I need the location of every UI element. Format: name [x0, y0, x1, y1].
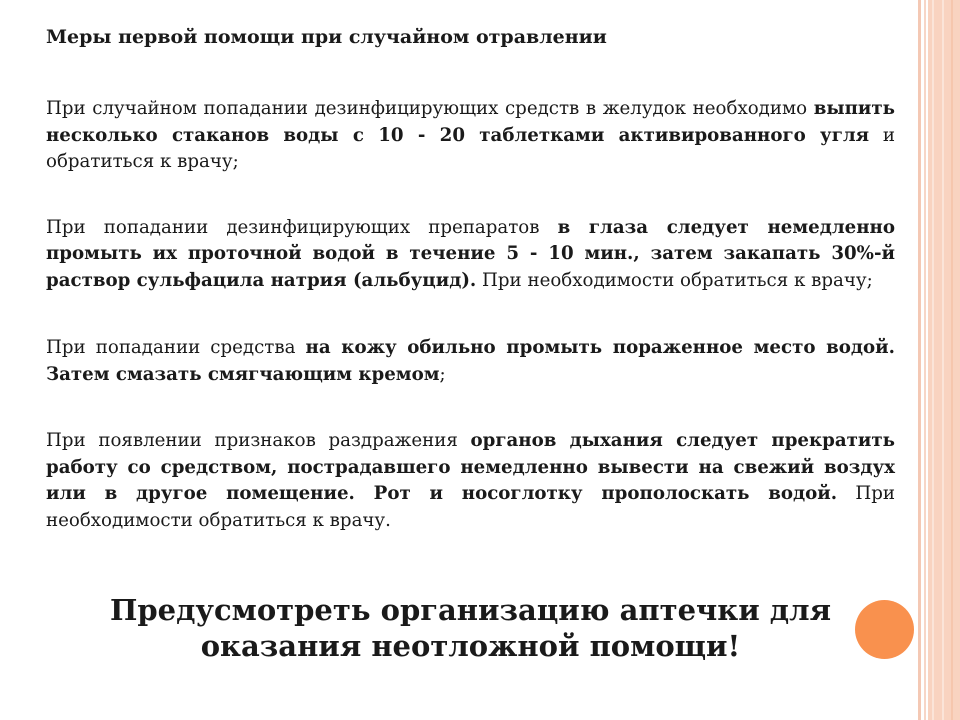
paragraph-skin	[46, 335, 895, 388]
paragraph-respiratory	[46, 428, 895, 534]
paragraph-text: и обратиться к врачу;	[46, 124, 895, 172]
border-stripe	[932, 0, 934, 720]
paragraph-emphasis: на кожу обильно промыть пораженное место водой. Затем смазать смягчающим кремом	[46, 337, 895, 385]
paragraph-text: При необходимости обратиться к врачу;	[476, 269, 873, 291]
paragraph-text: При случайном попадании дезинфицирующих средств в желудок необходимо	[46, 98, 814, 119]
paragraph-text: При попадании дезинфицирующих препаратов	[46, 216, 558, 238]
slide-heading: Меры первой помощи при случайном отравлении	[46, 26, 607, 48]
paragraph-text: При появлении признаков раздражения	[46, 430, 471, 451]
paragraph-emphasis: в глаза следует немедленно промыть их проточной водой в течение 5 - 10 мин., затем закапать 30%-й раствор сульфацила натрия (альбуцид).	[46, 216, 895, 291]
paragraph-eyes	[46, 215, 895, 295]
border-stripe	[951, 0, 953, 720]
paragraph-stomach	[46, 96, 895, 176]
decorative-border-stripes	[918, 0, 960, 720]
slide-body	[46, 24, 895, 534]
border-stripe	[918, 0, 921, 720]
slide-conclusion	[46, 592, 895, 664]
paragraph-emphasis: органов дыхания следует прекратить работу со средством, пострадавшего немедленно вывести на свежий воздух или в другое помещение. Рот и носоглотку прополоскать водой.	[46, 430, 895, 504]
paragraph-text: ;	[439, 363, 446, 385]
conclusion-line: оказания неотложной помощи!	[200, 629, 741, 663]
paragraph-text: При необходимости обратиться к врачу.	[46, 483, 895, 531]
paragraph-emphasis: выпить несколько стаканов воды с 10 - 20 таблетками активированного угля	[46, 98, 895, 146]
border-stripe	[924, 0, 926, 720]
conclusion-line: Предусмотреть организацию аптечки для	[109, 593, 832, 627]
border-stripe	[942, 0, 944, 720]
paragraph-text: При попадании средства	[46, 337, 306, 358]
orange-circle-decoration	[855, 600, 914, 659]
